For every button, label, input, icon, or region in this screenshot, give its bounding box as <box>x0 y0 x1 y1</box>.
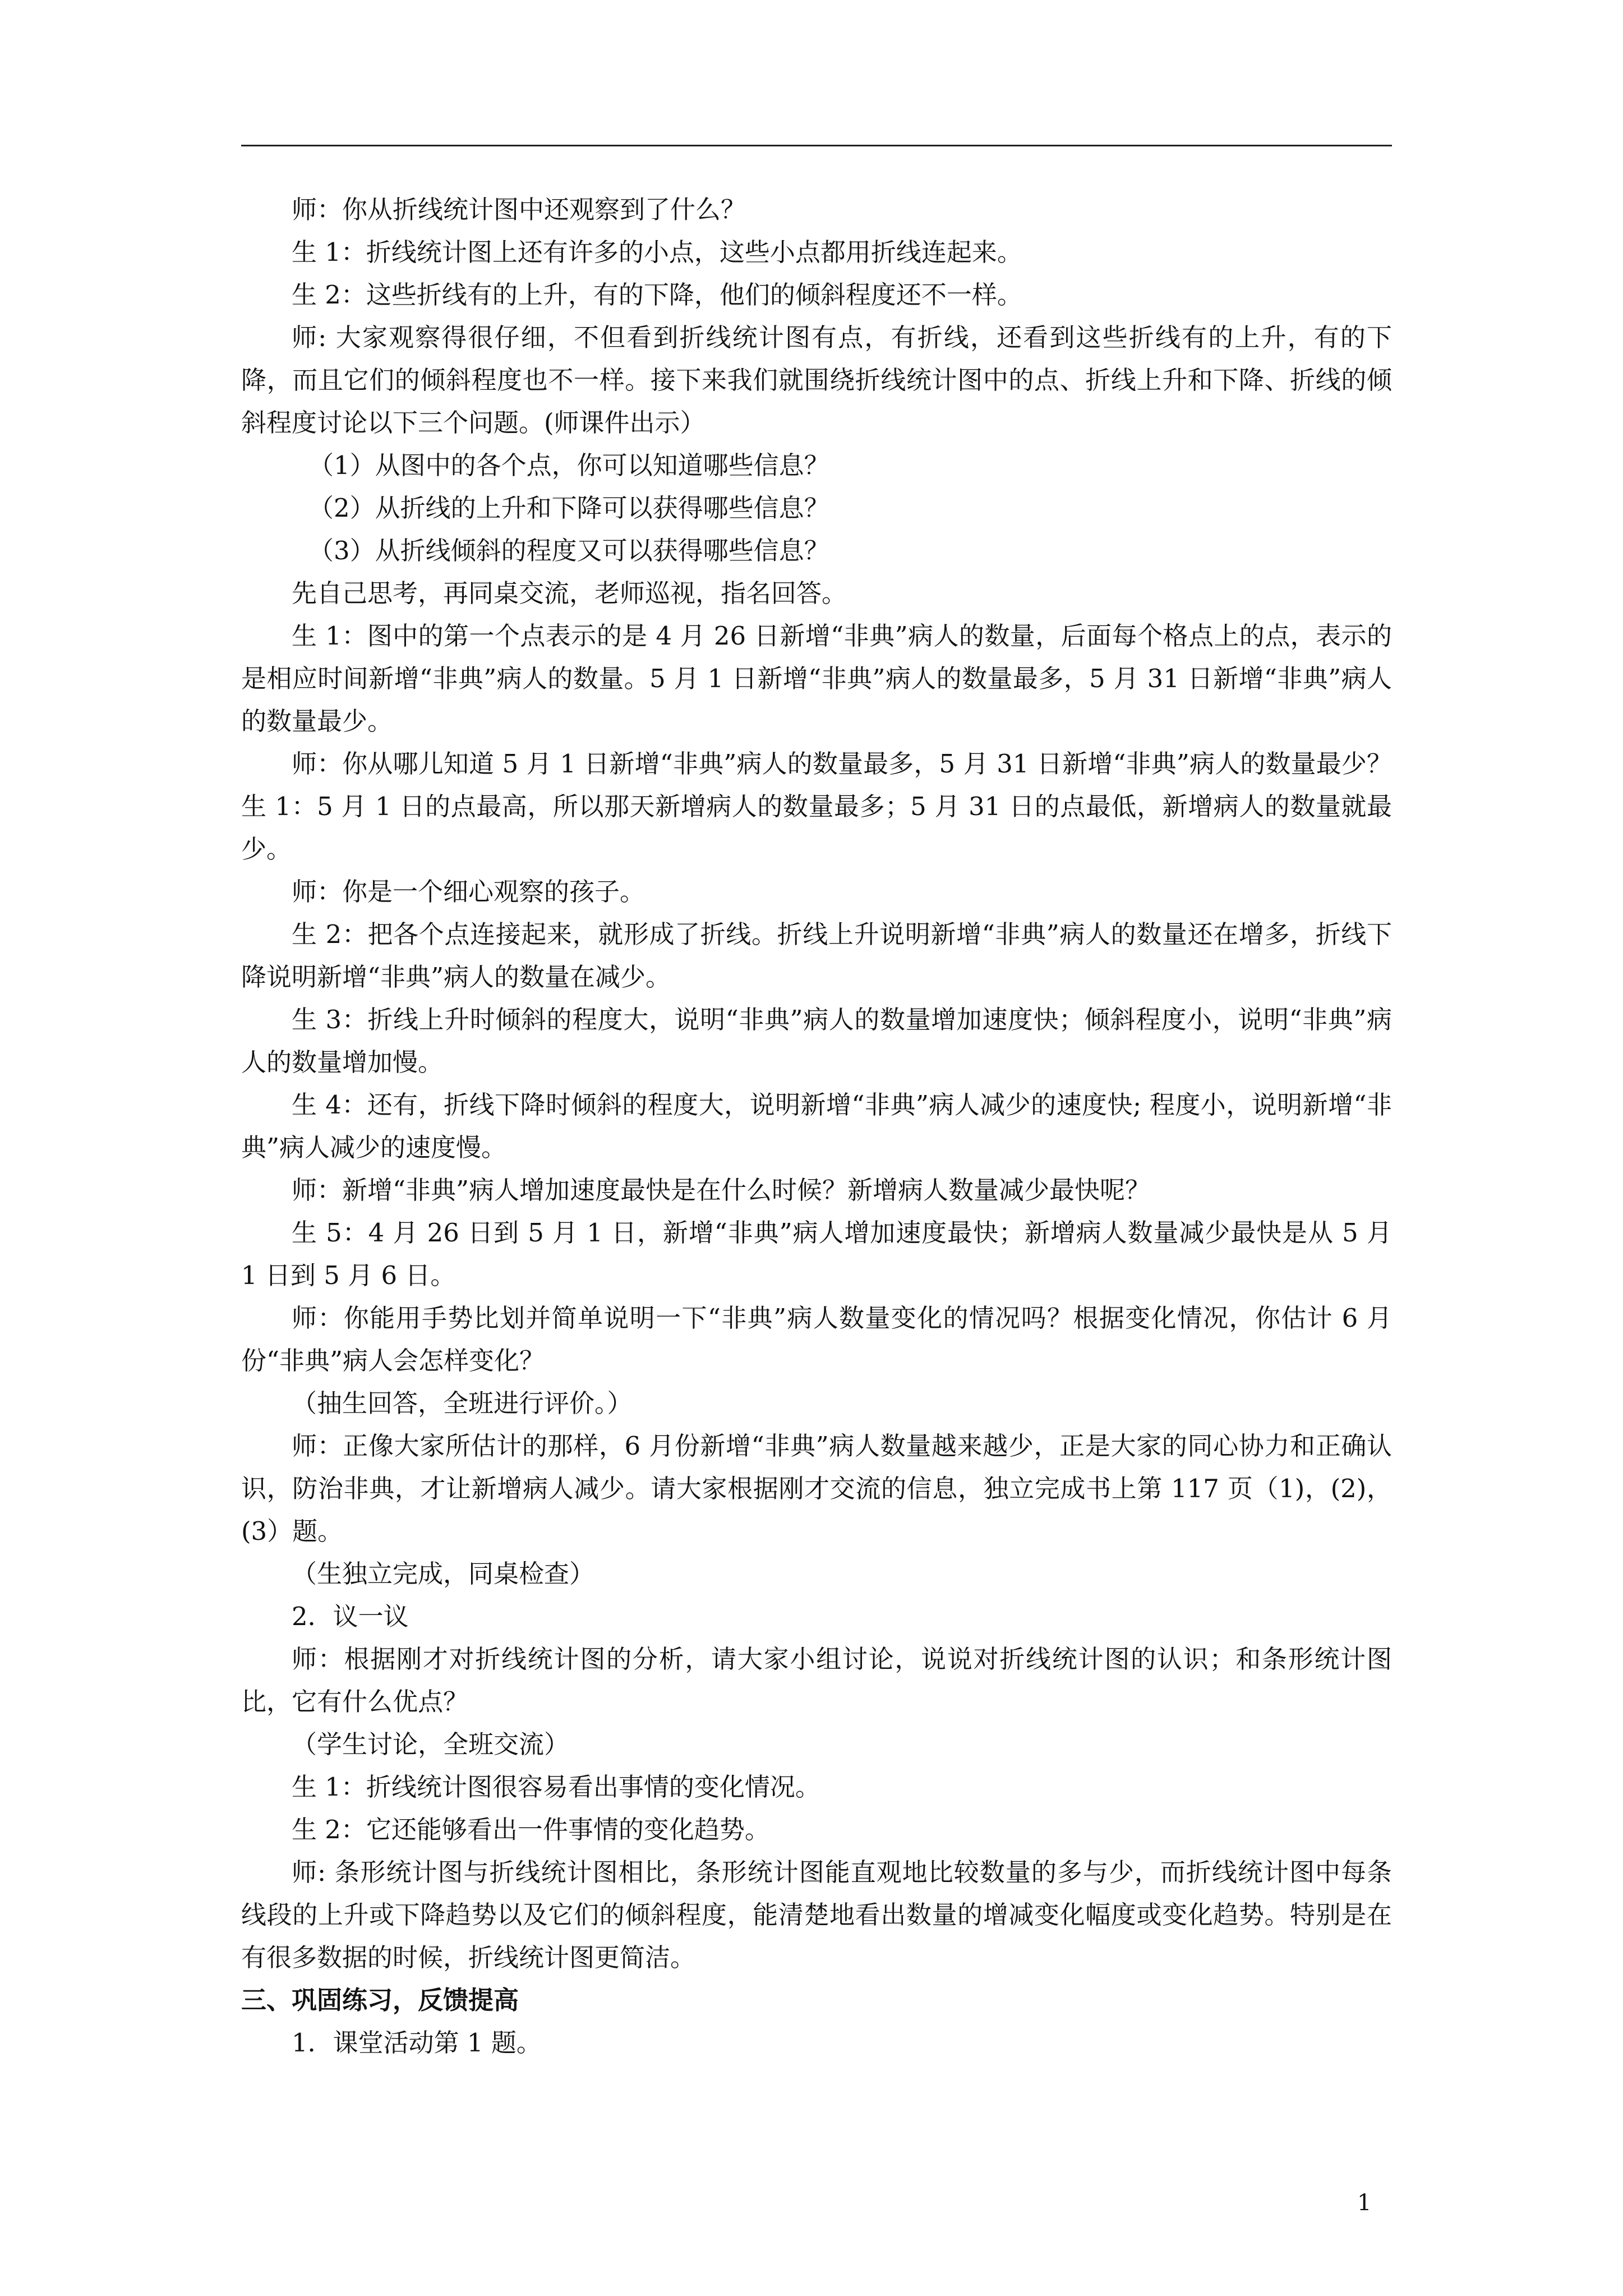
question-item-1: （1）从图中的各个点，你可以知道哪些信息？ <box>308 450 829 480</box>
header-rule <box>241 145 1392 146</box>
paragraph-student2-answer: 生 2：把各个点连接起来，就形成了折线。折线上升说明新增“非典”病人的数量还在增多，折线下降说明新增“非典”病人的数量在减少。 <box>241 919 1392 992</box>
question-item-3: （3）从折线倾斜的程度又可以获得哪些信息？ <box>308 536 829 565</box>
paragraph-student3-answer: 生 3：折线上升时倾斜的程度大，说明“非典”病人的数量增加速度快；倾斜程度小，说明“非典”病人的数量增加慢。 <box>241 1005 1392 1077</box>
paragraph-class-evaluation: （抽生回答，全班进行评价。） <box>292 1388 633 1418</box>
page-body <box>241 188 1392 2064</box>
paragraph-teacher-question: 师：你从折线统计图中还观察到了什么？ <box>292 195 746 224</box>
section-discuss: 2．议一议 <box>292 1602 409 1631</box>
paragraph-teacher-gesture: 师：你能用手势比划并简单说明一下“非典”病人数量变化的情况吗？根据变化情况，你估计 6 月份“非典”病人会怎样变化？ <box>241 1303 1392 1375</box>
paragraph-teacher-summary: 师: 大家观察得很仔细，不但看到折线统计图有点，有折线，还看到这些折线有的上升，有的下降，而且它们的倾斜程度也不一样。接下来我们就围绕折线统计图中的点、折线上升和下降、折线的倾斜程度讨论以下三个问题。(师课件出示） <box>241 323 1392 438</box>
paragraph-student2-advantage: 生 2：它还能够看出一件事情的变化趋势。 <box>292 1815 770 1844</box>
paragraph-classroom-activity: 1．课堂活动第 1 题。 <box>292 2028 542 2058</box>
paragraph-teacher-discussion: 师：根据刚才对折线统计图的分析，请大家小组讨论，说说对折线统计图的认识；和条形统计图比，它有什么优点？ <box>241 1644 1392 1717</box>
paragraph-student5-answer: 生 5：4 月 26 日到 5 月 1 日，新增“非典”病人增加速度最快；新增病人数量减少最快是从 5 月 1 日到 5 月 6 日。 <box>241 1218 1392 1290</box>
paragraph-teacher-fastest: 师：新增“非典”病人增加速度最快是在什么时候？新增病人数量减少最快呢？ <box>292 1175 1151 1205</box>
paragraph-student1-points: 生 1：折线统计图上还有许多的小点，这些小点都用折线连起来。 <box>292 237 1022 267</box>
paragraph-teacher-praise: 师：你是一个细心观察的孩子。 <box>292 877 645 907</box>
section-heading-practice: 三、巩固练习，反馈提高 <box>241 1985 519 2015</box>
paragraph-student1-advantage: 生 1：折线统计图很容易看出事情的变化情况。 <box>292 1772 820 1802</box>
paragraph-student2-slopes: 生 2：这些折线有的上升，有的下降，他们的倾斜程度还不一样。 <box>292 280 1022 310</box>
page-number: 1 <box>1357 2190 1372 2216</box>
paragraph-instruction: 先自己思考，再同桌交流，老师巡视，指名回答。 <box>292 578 847 608</box>
paragraph-teacher-assignment: 师：正像大家所估计的那样，6 月份新增“非典”病人数量越来越少，正是大家的同心协力和正确认识，防治非典，才让新增病人减少。请大家根据刚才交流的信息，独立完成书上第 117 页（1)，(2)，(3）题。 <box>241 1431 1392 1546</box>
paragraph-student1-answer: 生 1：图中的第一个点表示的是 4 月 26 日新增“非典”病人的数量，后面每个格点上的点，表示的是相应时间新增“非典”病人的数量。5 月 1 日新增“非典”病人的数量最多，5 月 31 日新增“非典”病人的数量最少。 <box>241 621 1392 736</box>
paragraph-teacher-conclusion: 师: 条形统计图与折线统计图相比，条形统计图能直观地比较数量的多与少，而折线统计图中每条线段的上升或下降趋势以及它们的倾斜程度，能清楚地看出数量的增减变化幅度或变化趋势。特别是在有很多数据的时候，折线统计图更简洁。 <box>241 1857 1392 1972</box>
paragraph-student4-answer: 生 4：还有，折线下降时倾斜的程度大，说明新增“非典”病人减少的速度快; 程度小，说明新增“非典”病人减少的速度慢。 <box>241 1090 1392 1162</box>
paragraph-independent-work: （生独立完成，同桌检查） <box>292 1559 595 1589</box>
paragraph-teacher-followup: 师：你从哪儿知道 5 月 1 日新增“非典”病人的数量最多，5 月 31 日新增“非典”病人的数量最少？生 1：5 月 1 日的点最高，所以那天新增病人的数量最多；5 月 31 日的点最低，新增病人的数量就最少。 <box>241 749 1392 864</box>
question-item-2: （2）从折线的上升和下降可以获得哪些信息？ <box>308 493 829 523</box>
paragraph-group-discussion: （学生讨论，全班交流） <box>292 1729 570 1759</box>
